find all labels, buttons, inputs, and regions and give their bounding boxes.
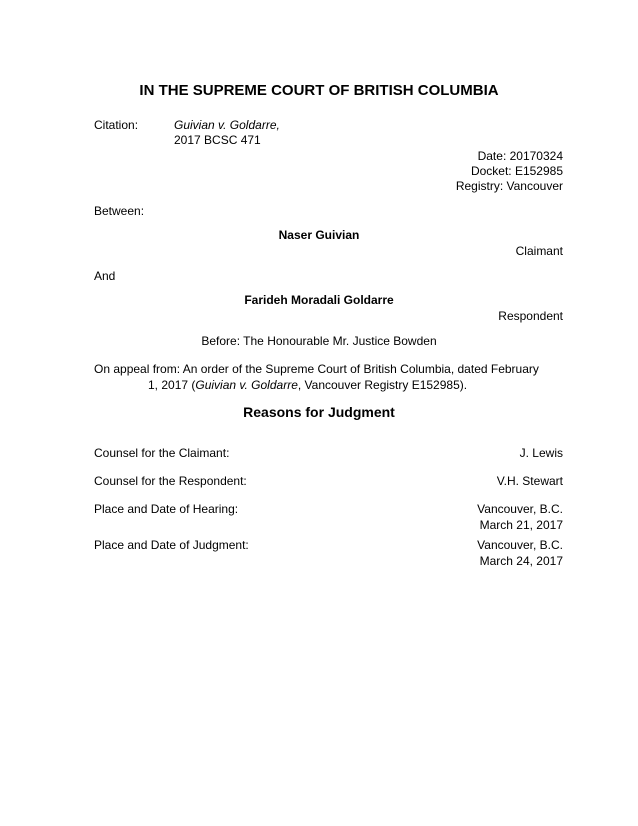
- between-label: Between:: [94, 204, 145, 218]
- citation-reference: 2017 BCSC 471: [174, 133, 261, 147]
- reasons-heading: Reasons for Judgment: [243, 404, 395, 420]
- document-docket: Docket: E152985: [470, 164, 563, 178]
- page-title: IN THE SUPREME COURT OF BRITISH COLUMBIA: [139, 82, 499, 99]
- respondent-name: Farideh Moradali Goldarre: [244, 293, 394, 307]
- citation-case-name: Guivian v. Goldarre,: [174, 118, 280, 132]
- and-label: And: [94, 269, 116, 283]
- counsel-claimant-label: Counsel for the Claimant:: [94, 446, 230, 460]
- appeal-line-2-suffix: , Vancouver Registry E152985).: [297, 378, 468, 392]
- appeal-line-2-prefix: 1, 2017 (: [148, 378, 196, 392]
- appeal-line-1: On appeal from: An order of the Supreme Court of British Columbia, dated February: [94, 362, 539, 376]
- hearing-label: Place and Date of Hearing:: [94, 502, 239, 516]
- document-registry: Registry: Vancouver: [455, 179, 563, 193]
- hearing-date: March 21, 2017: [479, 518, 563, 532]
- counsel-respondent-label: Counsel for the Respondent:: [94, 474, 247, 488]
- hearing-place: Vancouver, B.C.: [477, 502, 563, 516]
- claimant-name: Naser Guivian: [278, 228, 360, 242]
- judgment-label: Place and Date of Judgment:: [94, 538, 249, 552]
- counsel-respondent-value: V.H. Stewart: [496, 474, 563, 488]
- before-judge: Before: The Honourable Mr. Justice Bowden: [201, 334, 437, 348]
- claimant-role: Claimant: [515, 244, 563, 258]
- appeal-line-2: [148, 377, 467, 393]
- judgment-date: March 24, 2017: [479, 554, 563, 568]
- document-date: Date: 20170324: [477, 149, 563, 163]
- counsel-claimant-value: J. Lewis: [519, 446, 563, 460]
- respondent-role: Respondent: [498, 309, 563, 323]
- appeal-line-2-case: Guivian v. Goldarre: [195, 378, 298, 392]
- judgment-place: Vancouver, B.C.: [477, 538, 563, 552]
- citation-label: Citation:: [94, 118, 139, 132]
